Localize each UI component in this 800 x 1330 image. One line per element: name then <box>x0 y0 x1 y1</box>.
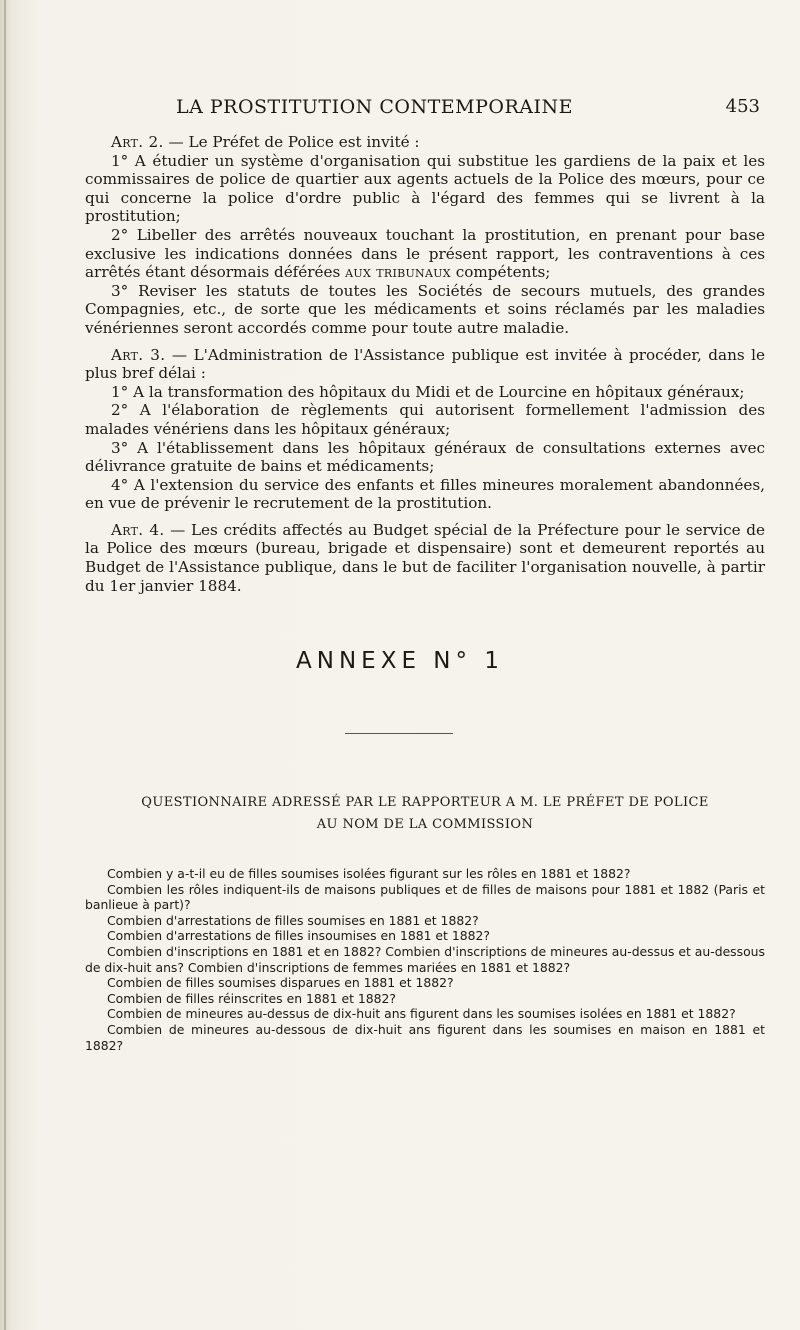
question-item: Combien de mineures au-dessus de dix-huit ans figurent dans les soumises isolées en 1881 et 1882? <box>107 1006 736 1022</box>
annex-divider <box>345 733 453 734</box>
art3-label: Art. 3. <box>111 345 166 364</box>
articles-body <box>85 133 765 595</box>
art4-label: Art. 4. <box>111 520 165 539</box>
annex-heading: ANNEXE N° 1 <box>296 648 504 674</box>
art3-intro <box>85 346 765 383</box>
art3-item4: 4° A l'extension du service des enfants et filles mineures moralement abandonnées, en vue de prévenir le recrutement de la prostitution. <box>85 475 765 513</box>
art3-item1: 1° A la transformation des hôpitaux du Midi et de Lourcine en hôpitaux généraux; <box>111 382 745 401</box>
question-item: Combien d'arrestations de filles soumises en 1881 et 1882? <box>107 912 479 928</box>
questionnaire-heading <box>85 792 765 836</box>
running-header <box>70 96 760 120</box>
art2-item3: 3° Reviser les statuts de toutes les Sociétés de secours mutuels, des grandes Compagnies, etc., de sorte que les médicaments et soins réclamés par les maladies vénériennes seront accordés comme pour toute autre maladie. <box>85 281 765 337</box>
page-number: 453 <box>725 96 760 117</box>
question-item: Combien y a-t-il eu de filles soumises isolées figurant sur les rôles en 1881 et 1882? <box>107 866 631 881</box>
art4-paragraph <box>85 521 765 595</box>
art2-label: Art. 2. <box>111 133 164 151</box>
questionnaire-list <box>85 866 765 1053</box>
question-item: Combien d'arrestations de filles insoumises en 1881 et 1882? <box>107 928 490 944</box>
question-item: Combien d'inscriptions en 1881 et en 1882? Combien d'inscriptions de mineures au-dessus et au-dessous de dix-huit ans? Combien d'inscriptions de femmes mariées en 1881 et 1882? <box>85 943 765 975</box>
art2-intro-text: — Le Préfet de Police est invité : <box>163 133 420 151</box>
art4-text: — Les crédits affectés au Budget spécial de la Préfecture pour le service de la Police des mœurs (bureau, brigade et dispensaire) sont et demeurent reportés au Budget de l'Assistance publique, dans le but de faciliter l'organisation nouvelle, à partir du 1er janvier 1884. <box>85 520 765 595</box>
art2-item1: 1° A étudier un système d'organisation qui substitue les gardiens de la paix et les commissaires de police de quartier aux agents actuels de la Police des mœurs, pour ce qui concerne la police d'ordre public à l'égard des femmes qui se livrent à la prostitution; <box>85 151 765 226</box>
question-item: Combien de filles soumises disparues en 1881 et 1882? <box>107 975 454 991</box>
art3-item2: 2° A l'élaboration de règlements qui autorisent formellement l'admission des malades vénériens dans les hôpitaux généraux; <box>85 401 765 438</box>
question-item: Combien les rôles indiquent-ils de maisons publiques et de filles de maisons pour 1881 et 1882 (Paris et banlieue à part)? <box>85 881 765 913</box>
questionnaire-title-line2: AU NOM DE LA COMMISSION <box>316 817 534 832</box>
art3-item3: 3° A l'établissement dans les hôpitaux généraux de consultations externes avec délivrance gratuite de bains et médicaments; <box>85 438 765 476</box>
question-item: Combien de filles réinscrites en 1881 et 1882? <box>107 990 396 1006</box>
art2-item2-after: compétents; <box>450 263 551 282</box>
running-title: LA PROSTITUTION CONTEMPORAINE <box>176 96 573 118</box>
art3-intro-text: — L'Administration de l'Assistance publique est invitée à procéder, dans le plus bref délai : <box>85 345 766 383</box>
art2-item2 <box>85 226 765 282</box>
question-item: Combien de mineures au-dessous de dix-huit ans figurent dans les soumises en maison en 1881 et 1882? <box>85 1021 765 1053</box>
questionnaire-title-line1: QUESTIONNAIRE ADRESSÉ PAR LE RAPPORTEUR A M. LE PRÉFET DE POLICE <box>141 795 709 810</box>
art2-item2-before: 2° Libeller des arrêtés nouveaux touchant la prostitution, en prenant pour base exclusive les indications données dans le présent rapport, les contraventions à ces arrêtés étant désormais déférées <box>85 225 765 282</box>
art2-item2-caps: aux tribunaux <box>345 263 451 282</box>
art2-intro <box>85 133 765 152</box>
